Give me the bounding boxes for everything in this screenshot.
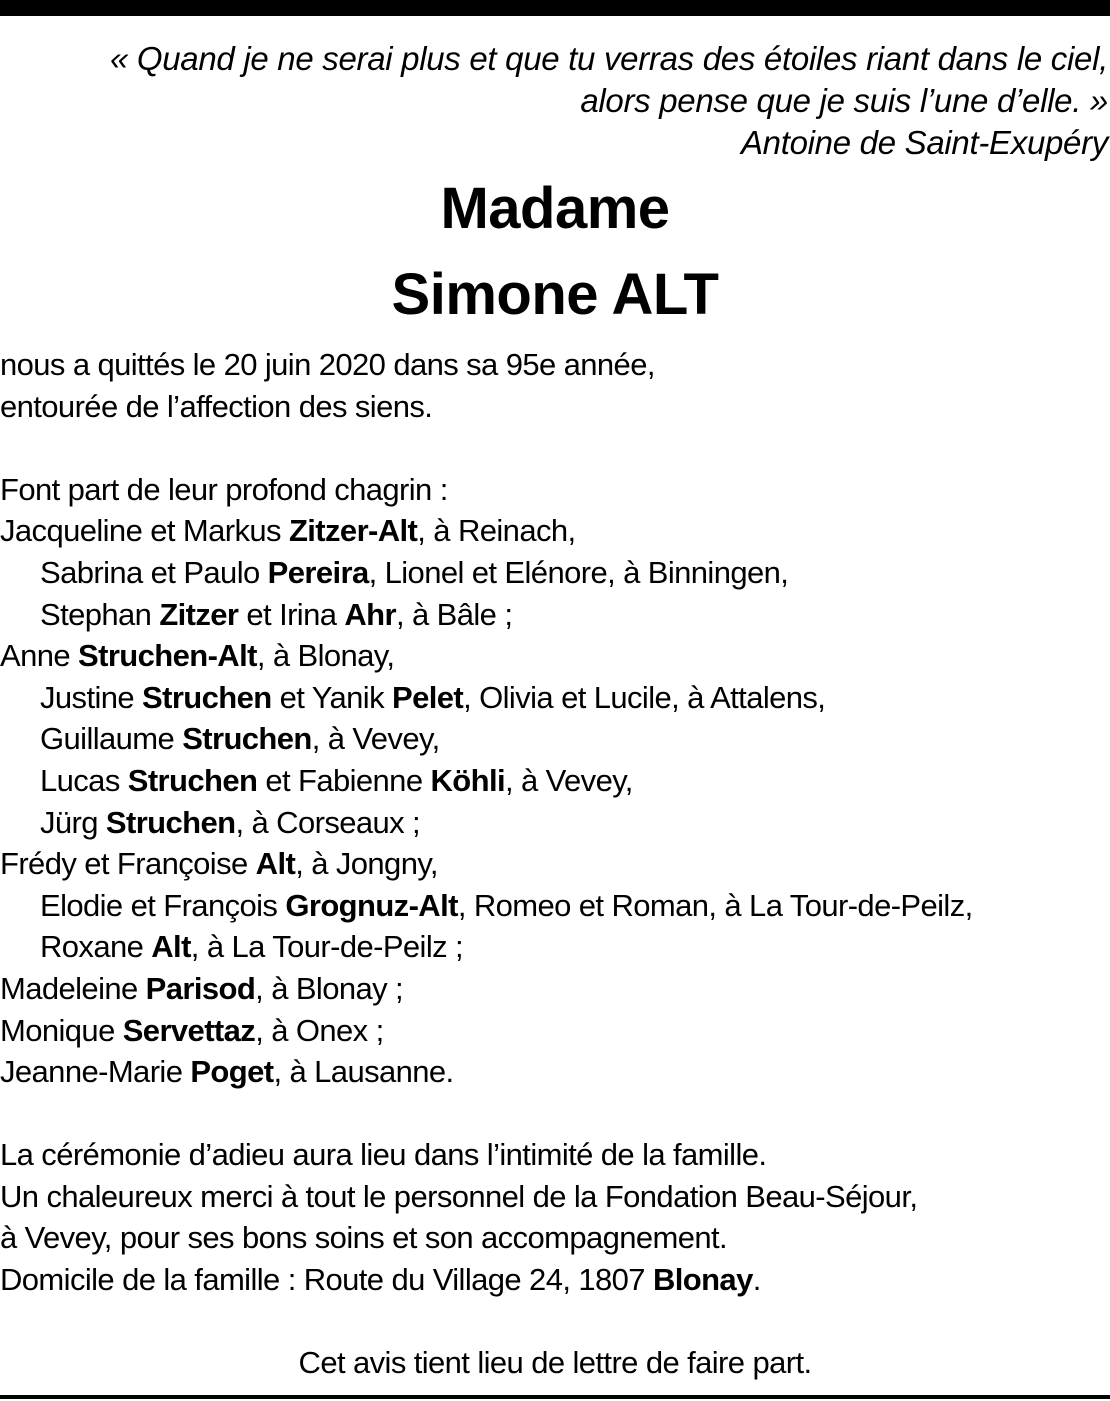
intro-line-2: entourée de l’affection des siens. <box>0 388 433 424</box>
ceremony-line: La cérémonie d’adieu aura lieu dans l’intimité de la famille. <box>0 1137 767 1173</box>
family-text: et Fabienne <box>257 762 431 798</box>
family-text: Justine <box>40 679 143 715</box>
family-text: , à Blonay ; <box>255 970 404 1006</box>
family-member-line <box>0 635 1110 677</box>
paragraph-gap <box>0 1093 1110 1135</box>
family-surname: Struchen <box>105 804 236 840</box>
family-surname: Servettaz <box>122 1012 256 1048</box>
family-surname: Struchen <box>127 762 258 798</box>
family-member-line <box>0 718 1110 760</box>
notice-footer: Cet avis tient lieu de lettre de faire part. <box>298 1345 812 1381</box>
family-member-line <box>0 843 1110 885</box>
family-member-line <box>0 885 1110 927</box>
family-text: , à Lausanne. <box>273 1054 454 1090</box>
quote-author: Antoine de Saint-Exupéry <box>740 124 1108 161</box>
family-text: et Yanik <box>271 679 392 715</box>
family-surname: Struchen <box>182 721 312 757</box>
family-address <box>0 1259 1110 1301</box>
paragraph-gap <box>0 1301 1110 1343</box>
family-text: Jacqueline et Markus <box>0 513 289 549</box>
family-text: Stephan <box>40 596 160 632</box>
family-text: Frédy et Françoise <box>0 846 256 882</box>
family-text: , à Vevey, <box>504 762 633 798</box>
family-member-line <box>0 1051 1110 1093</box>
family-surname: Pereira <box>267 554 369 590</box>
thanks-line-2: à Vevey, pour ses bons soins et son accompagnement. <box>0 1220 728 1256</box>
family-text: , à Reinach, <box>417 513 576 549</box>
family-surname: Poget <box>190 1054 274 1090</box>
family-text: , à Bâle ; <box>395 596 513 632</box>
family-member-line <box>0 677 1110 719</box>
family-text: Monique <box>0 1012 123 1048</box>
family-member-line <box>0 510 1110 552</box>
family-surname: Struchen <box>142 679 272 715</box>
family-surname: Parisod <box>145 970 256 1006</box>
family-text: , à Vevey, <box>311 721 440 757</box>
family-text: Lucas <box>40 762 128 798</box>
paragraph-gap <box>0 427 1110 469</box>
address-city: Blonay <box>652 1262 753 1298</box>
family-surname: Zitzer <box>159 596 239 632</box>
family-surname: Pelet <box>392 679 464 715</box>
family-heading: Font part de leur profond chagrin : <box>0 471 448 507</box>
family-member-line <box>0 926 1110 968</box>
top-border-rule <box>0 0 1110 16</box>
family-surname: Alt <box>255 846 296 882</box>
address-end: . <box>752 1262 761 1298</box>
family-text: Anne <box>0 638 79 674</box>
family-surname: Zitzer-Alt <box>288 513 418 549</box>
family-text: , à La Tour-de-Peilz ; <box>190 929 464 965</box>
bottom-border-rule <box>0 1395 1110 1399</box>
address-text: Domicile de la famille : Route du Village 24, 1807 <box>0 1262 653 1298</box>
family-text: , Olivia et Lucile, à Attalens, <box>463 679 826 715</box>
family-member-line <box>0 802 1110 844</box>
quote-line-1: « Quand je ne serai plus et que tu verras des étoiles riant dans le ciel, <box>109 40 1108 77</box>
family-member-line <box>0 1010 1110 1052</box>
family-surname: Grognuz-Alt <box>285 887 458 923</box>
family-text: Jeanne-Marie <box>0 1054 191 1090</box>
family-text: Sabrina et Paulo <box>40 554 268 590</box>
family-text: Elodie et François <box>40 887 286 923</box>
deceased-name: Simone ALT <box>391 262 719 327</box>
family-text: , à Jongny, <box>295 846 438 882</box>
family-text: , à Blonay, <box>256 638 395 674</box>
family-text: , Romeo et Roman, à La Tour-de-Peilz, <box>457 887 973 923</box>
family-text: et Irina <box>238 596 345 632</box>
family-surname: Köhli <box>430 762 505 798</box>
family-surname: Alt <box>151 929 191 965</box>
family-text: , à Onex ; <box>255 1012 384 1048</box>
family-member-line <box>0 760 1110 802</box>
family-text: Jürg <box>40 804 106 840</box>
family-member-line <box>0 594 1110 636</box>
epigraph-quote <box>8 38 1108 164</box>
family-text: Roxane <box>40 929 152 965</box>
family-text: Guillaume <box>40 721 183 757</box>
family-surname: Ahr <box>344 596 396 632</box>
quote-line-2: alors pense que je suis l’une d’elle. » <box>580 82 1108 119</box>
notice-body <box>0 344 1110 1384</box>
thanks-line-1: Un chaleureux merci à tout le personnel de la Fondation Beau-Séjour, <box>0 1178 918 1214</box>
family-member-line <box>0 552 1110 594</box>
deceased-title: Madame <box>440 176 670 241</box>
family-text: , à Corseaux ; <box>235 804 421 840</box>
intro-line-1: nous a quittés le 20 juin 2020 dans sa 95e année, <box>0 347 655 382</box>
family-member-line <box>0 968 1110 1010</box>
family-text: , Lionel et Elénore, à Binningen, <box>368 554 789 590</box>
family-text: Madeleine <box>0 970 146 1006</box>
family-surname: Struchen-Alt <box>78 638 257 674</box>
family-list <box>0 510 1110 1092</box>
